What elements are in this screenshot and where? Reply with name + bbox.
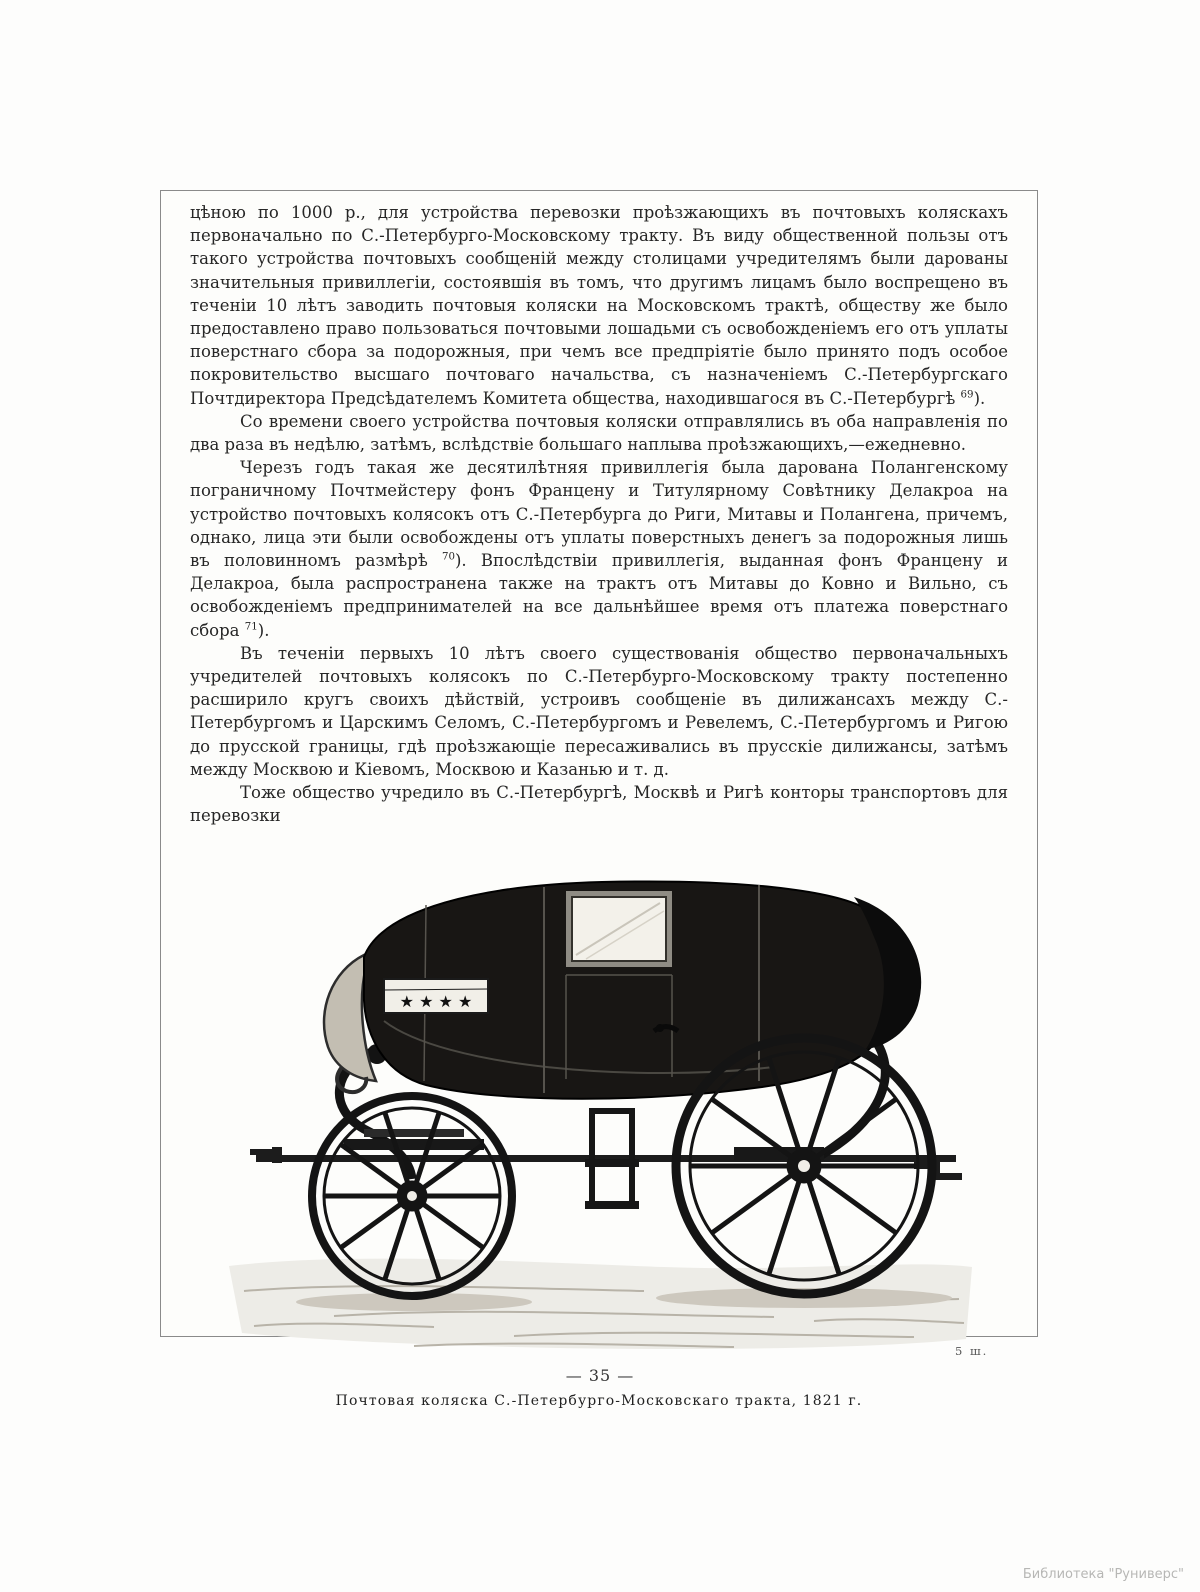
body-text <box>190 201 1008 827</box>
page-number: — 35 — <box>565 1366 635 1385</box>
star-row: ★ ★ ★ ★ <box>399 992 473 1012</box>
paragraph-2: Со времени своего устройства почтовыя коляски отправлялись въ оба направленія по два раза въ недѣлю, затѣмъ, вслѣдствіе большаго наплыва проѣзжающихъ,—ежедневно. <box>190 411 1008 455</box>
carriage-step <box>585 1111 639 1209</box>
carriage-body <box>324 882 921 1099</box>
paragraph-4: Въ теченіи первыхъ 10 лѣтъ своего существованія общество первоначальныхъ учредителей почтовыхъ колясокъ по С.-Петербурго-Московскому тракту постепенно расширило кругъ своихъ дѣйствій, устроивъ сообщеніе въ дилижансахъ между С.-Петербургомъ и Царскимъ Селомъ, С.-Петербургомъ и Ревелемъ, С.-Петербургомъ и Ригою до прусской границы, гдѣ проѣзжающіе пересаживались въ прусскіе дилижансы, затѣмъ между Москвою и Кіевомъ, Москвою и Казанью и т. д. <box>190 643 1008 779</box>
ground <box>229 1259 972 1349</box>
paragraph-1: цѣною по 1000 р., для устройства перевозки проѣзжающихъ въ почтовыхъ коляскахъ первоначально по С.-Петербурго-Московскому тракту. Въ виду общественной пользы отъ такого устройства почтовыхъ сообщеній между столицами учредителямъ были дарованы значительныя привиллегіи, состоявшія въ томъ, что другимъ лицамъ было воспрещено въ теченіи 10 лѣтъ заводить почтовыя коляски на Московскомъ трактѣ, обществу же было предоставлено право пользоваться почтовыми лошадьми съ освобожденіемъ его отъ уплаты поверстнаго сбора за подорожныя, при чемъ все предпріятіе было принято подъ особое покровительство высшаго почтоваго начальства, съ назначеніемъ С.-Петербургскаго Почтдиректора Предсѣдателемъ Комитета общества, находившагося въ С.-Петербургѣ $^{69}$). <box>190 203 1008 408</box>
signature-mark: 5 ш. <box>955 1344 989 1358</box>
carriage-illustration <box>214 871 984 1371</box>
illustration-caption: Почтовая коляска С.-Петербурго-Московскаго тракта, 1821 г. <box>335 1393 863 1410</box>
star-plate <box>384 979 488 1013</box>
library-watermark: Библиотека "Руниверс" <box>1022 1567 1184 1582</box>
paragraph-3: Черезъ годъ такая же десятилѣтняя привиллегія была дарована Полангенскому пограничному Почтмейстеру фонъ Францену и Титулярному Совѣтнику Делакроа на устройство почтовыхъ колясокъ отъ С.-Петербурга до Риги, Митавы и Полангена, причемъ, однако, лица эти были освобождены отъ уплаты поверстныхъ денегъ за подорожныя лишь въ половинномъ размѣрѣ $^{70}$). Впослѣдствіи привиллегія, выданная фонъ Францену и Делакроа, была распространена также на трактъ отъ Митавы до Ковно и Вильно, съ освобожденіемъ предпринимателей на все дальнѣйшее время отъ платежа поверстнаго сбора $^{71}$). <box>190 458 1008 640</box>
carriage-window <box>566 891 672 967</box>
paragraph-5: Тоже общество учредило въ С.-Петербургѣ, Москвѣ и Ригѣ конторы транспортовъ для перевозки <box>190 783 1008 826</box>
